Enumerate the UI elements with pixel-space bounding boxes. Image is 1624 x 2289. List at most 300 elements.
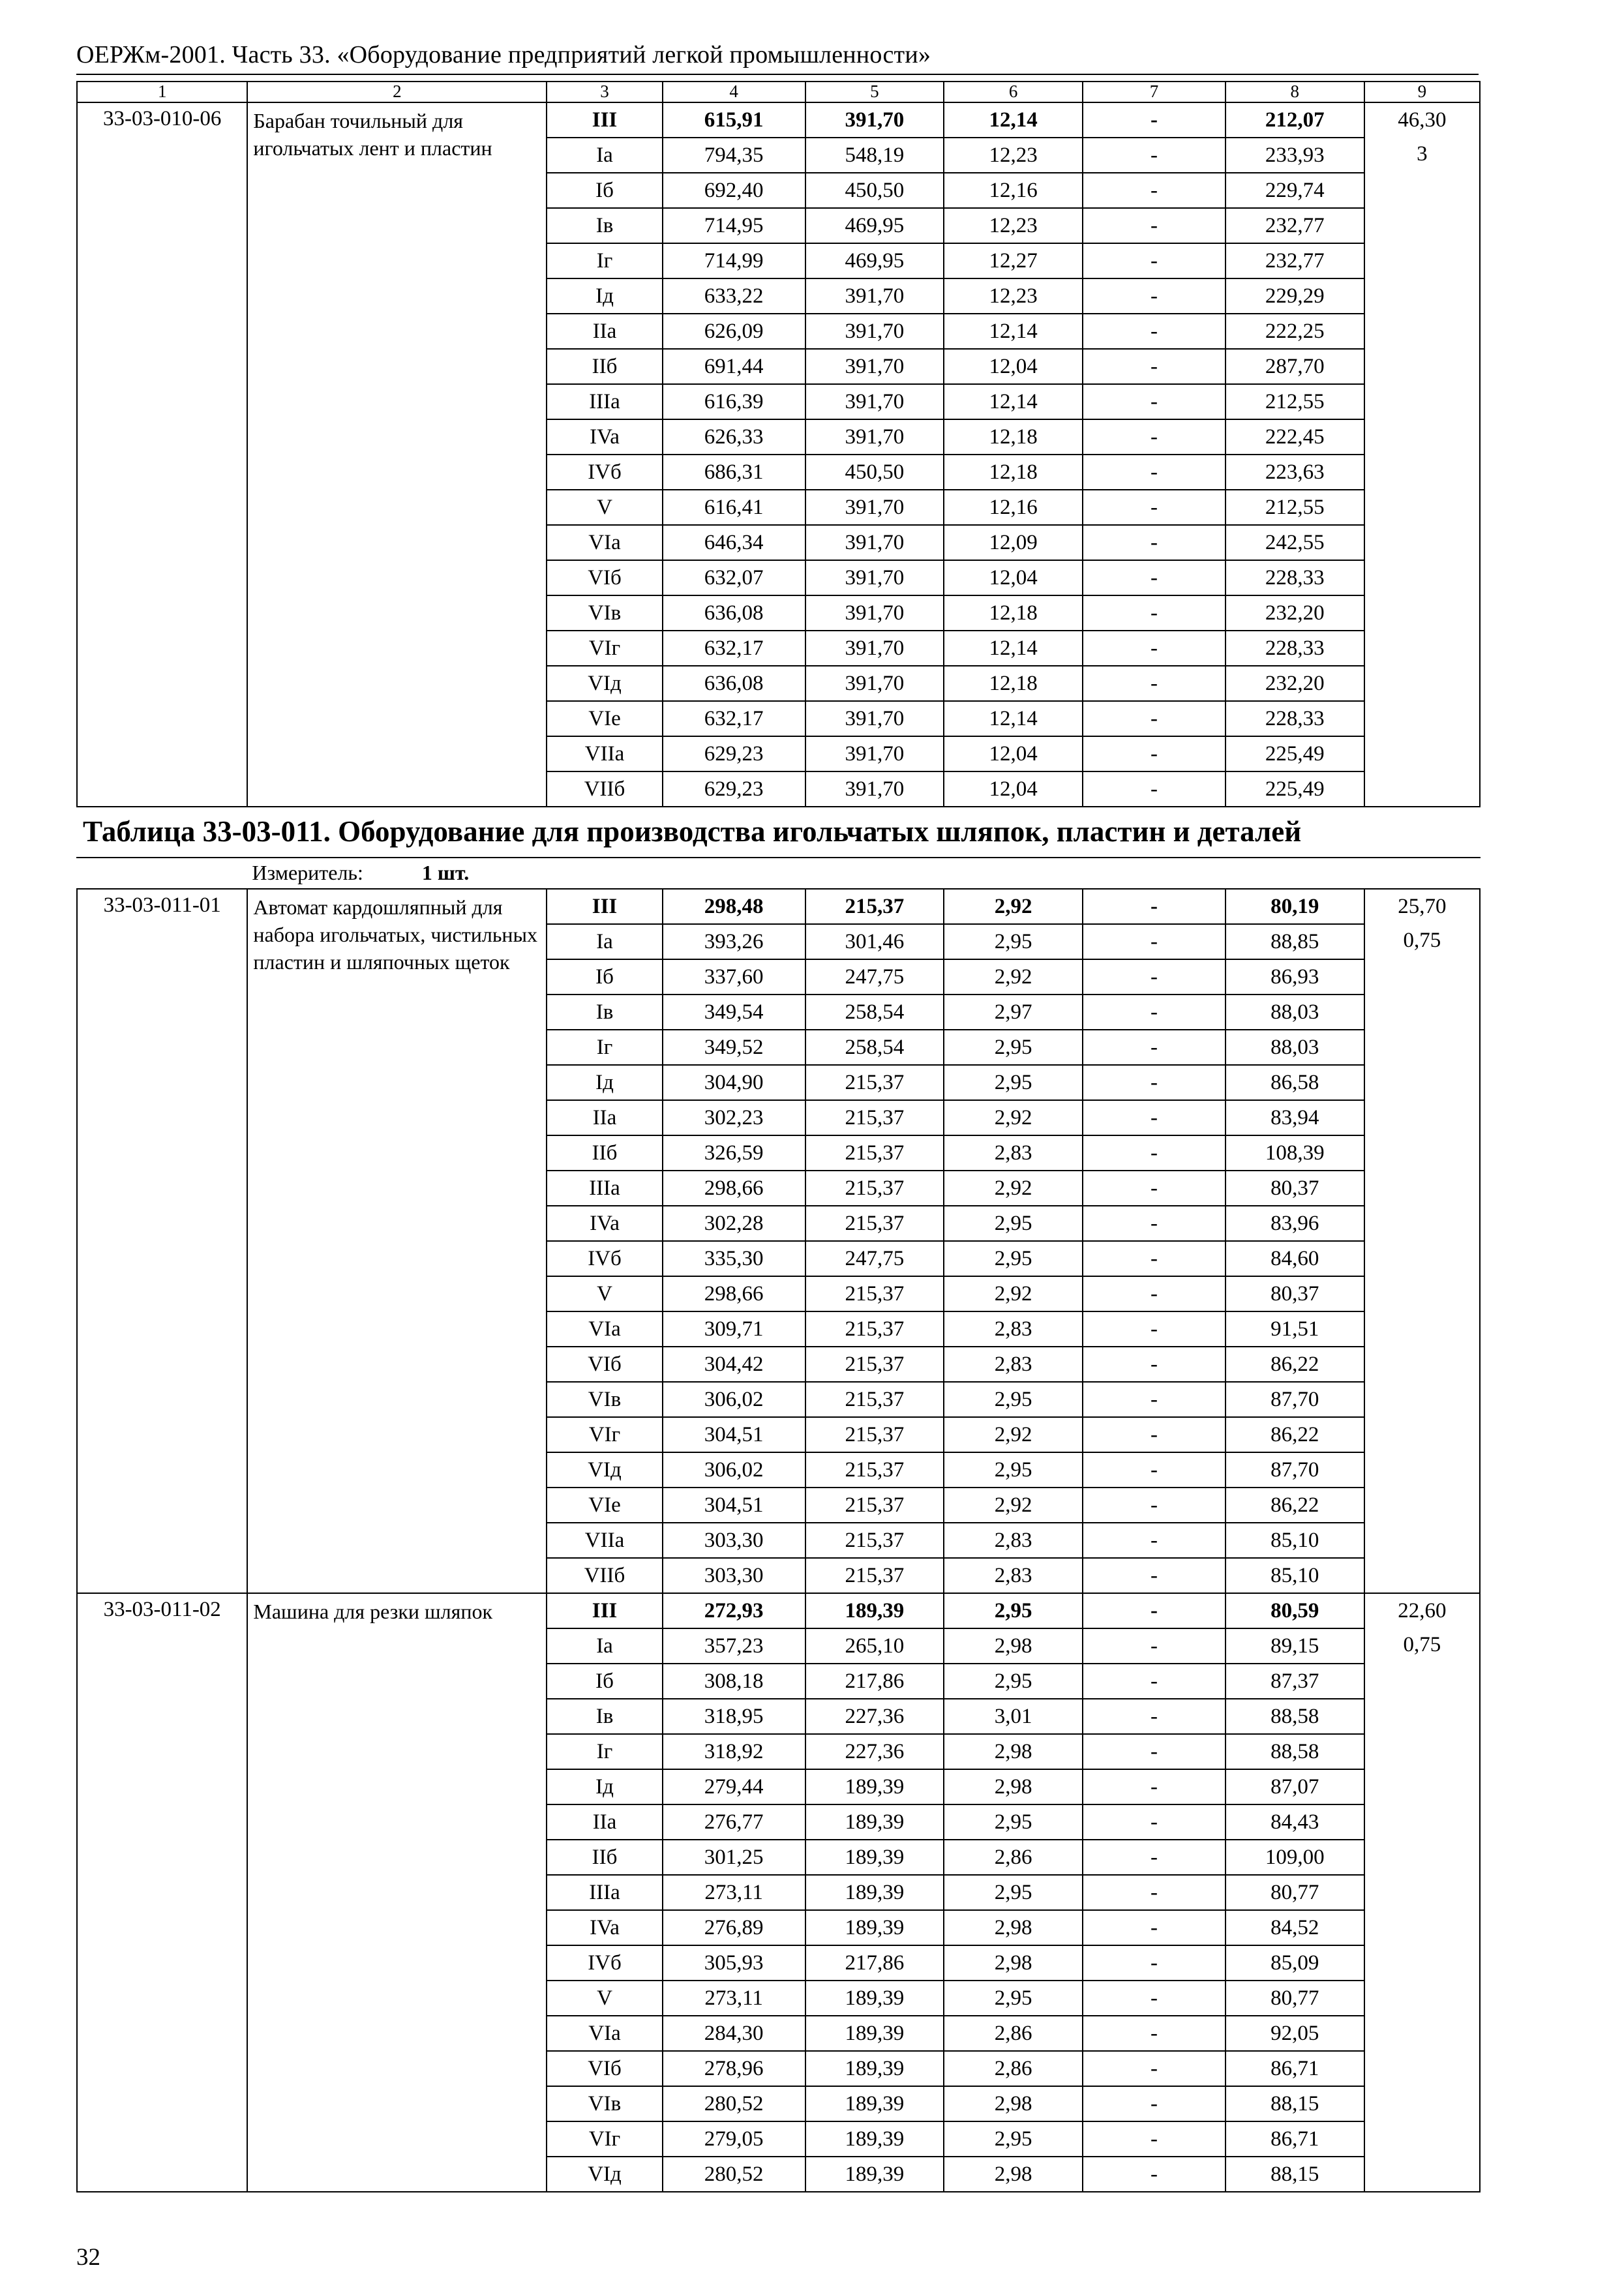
cell-col4: 273,11 [663,1981,805,2016]
item-name: Автомат кардошляпный для набора игольчатых, чистильных пластин и шляпочных щеток [247,889,547,1593]
cell-col3: VIв [547,2086,662,2121]
cell-col7: - [1083,1769,1226,1804]
cell-col3: V [547,490,662,525]
cell-col8: 228,33 [1226,631,1364,666]
cell-col8: 85,09 [1226,1945,1364,1981]
cell-col7: - [1083,2016,1226,2051]
cell-col8: 212,07 [1226,102,1364,138]
cell-col7: - [1083,138,1226,173]
cell-col4: 298,48 [663,889,805,924]
cell-col7: - [1083,1100,1226,1135]
cell-col8: 86,93 [1226,959,1364,995]
cell-col3: VIa [547,2016,662,2051]
cell-col8: 86,22 [1226,1488,1364,1523]
cell-col5: 247,75 [805,1241,944,1276]
cell-col6: 12,23 [944,138,1083,173]
cell-col5: 391,70 [805,736,944,771]
item-name: Машина для резки шляпок [247,1593,547,2192]
cell-col4: 308,18 [663,1664,805,1699]
cell-col8: 88,15 [1226,2086,1364,2121]
cell-col7: - [1083,701,1226,736]
cell-col7: - [1083,243,1226,278]
cell-col5: 391,70 [805,771,944,807]
cell-col3: VIб [547,560,662,595]
cell-col6: 2,95 [944,924,1083,959]
cell-col4: 714,95 [663,208,805,243]
cell-col3: Iг [547,1030,662,1065]
cell-col5: 469,95 [805,243,944,278]
cell-col7: - [1083,1030,1226,1065]
header-rule [76,74,1479,75]
cell-col6: 2,98 [944,2086,1083,2121]
cell-col8: 287,70 [1226,349,1364,384]
cell-col6: 12,09 [944,525,1083,560]
cell-col3: Iв [547,208,662,243]
cell-col3: VIд [547,1452,662,1488]
table-row [77,102,1480,138]
cell-col5: 391,70 [805,595,944,631]
item-name: Барабан точильный для игольчатых лент и пластин [247,102,547,807]
cell-col8: 83,96 [1226,1206,1364,1241]
cell-col7: - [1083,1206,1226,1241]
cell-col5: 391,70 [805,631,944,666]
cell-col3: IVб [547,1945,662,1981]
cell-col8: 233,93 [1226,138,1364,173]
cell-col3: Iб [547,959,662,995]
cell-col7: - [1083,1558,1226,1593]
cell-col7: - [1083,995,1226,1030]
cell-col7: - [1083,1910,1226,1945]
cell-col3: VIa [547,1311,662,1347]
cell-col7: - [1083,1382,1226,1417]
cell-col5: 247,75 [805,959,944,995]
cell-col3: Iб [547,1664,662,1699]
cell-col6: 2,83 [944,1135,1083,1171]
cell-col5: 189,39 [805,1910,944,1945]
cell-col3: V [547,1276,662,1311]
col9-value: 22,60 [1398,1599,1447,1623]
table-title-row [77,807,1480,858]
cell-col6: 2,98 [944,1628,1083,1664]
cell-col7: - [1083,349,1226,384]
cell-col8: 222,25 [1226,314,1364,349]
cell-col6: 2,95 [944,1241,1083,1276]
cell-col5: 215,37 [805,1452,944,1488]
column-number: 7 [1083,82,1226,102]
cell-col3: VIд [547,2157,662,2192]
cell-col6: 2,98 [944,1945,1083,1981]
cell-col7: - [1083,1241,1226,1276]
cell-col4: 335,30 [663,1241,805,1276]
cell-col3: IVa [547,1206,662,1241]
col9-value: 0,75 [1403,1633,1441,1656]
cell-col3: VIIб [547,1558,662,1593]
cell-col8: 229,74 [1226,173,1364,208]
cell-col5: 469,95 [805,208,944,243]
cell-col3: VIб [547,1347,662,1382]
cell-col3: IVa [547,419,662,455]
cell-col8: 86,22 [1226,1417,1364,1452]
cell-col3: Iг [547,1734,662,1769]
cell-col5: 215,37 [805,1311,944,1347]
cell-col7: - [1083,278,1226,314]
table-row [77,889,1480,924]
cell-col4: 616,41 [663,490,805,525]
cell-col4: 304,90 [663,1065,805,1100]
cell-col6: 2,92 [944,1276,1083,1311]
col9-value: 46,30 [1398,108,1447,132]
cell-col5: 215,37 [805,1488,944,1523]
cell-col3: Ia [547,924,662,959]
cell-col7: - [1083,1875,1226,1910]
cell-col5: 215,37 [805,1276,944,1311]
cell-col5: 391,70 [805,701,944,736]
cell-col8: 109,00 [1226,1840,1364,1875]
cell-col6: 2,97 [944,995,1083,1030]
cell-col5: 215,37 [805,1558,944,1593]
page-header: ОЕРЖм-2001. Часть 33. «Оборудование предприятий легкой промышленности» [76,41,931,68]
cell-col8: 88,58 [1226,1734,1364,1769]
rates-table [76,81,1481,2192]
cell-col6: 12,23 [944,278,1083,314]
cell-col8: 212,55 [1226,384,1364,419]
cell-col4: 393,26 [663,924,805,959]
col9-values [1364,889,1480,1593]
cell-col3: VIд [547,666,662,701]
cell-col6: 2,92 [944,1100,1083,1135]
cell-col8: 223,63 [1226,455,1364,490]
cell-col7: - [1083,1945,1226,1981]
cell-col4: 276,89 [663,1910,805,1945]
cell-col6: 12,14 [944,631,1083,666]
cell-col6: 12,04 [944,736,1083,771]
cell-col3: IIб [547,1135,662,1171]
cell-col3: VIб [547,2051,662,2086]
cell-col6: 2,83 [944,1347,1083,1382]
cell-col4: 280,52 [663,2157,805,2192]
cell-col7: - [1083,1699,1226,1734]
cell-col8: 83,94 [1226,1100,1364,1135]
cell-col3: Iв [547,995,662,1030]
cell-col4: 304,42 [663,1347,805,1382]
cell-col5: 391,70 [805,525,944,560]
cell-col6: 12,18 [944,455,1083,490]
cell-col6: 2,95 [944,1452,1083,1488]
cell-col7: - [1083,1171,1226,1206]
cell-col6: 2,86 [944,1840,1083,1875]
cell-col6: 12,04 [944,560,1083,595]
measure-value: 1 шт. [421,860,470,884]
cell-col6: 2,95 [944,1065,1083,1100]
cell-col4: 305,93 [663,1945,805,1981]
cell-col5: 391,70 [805,419,944,455]
cell-col4: 692,40 [663,173,805,208]
cell-col7: - [1083,2121,1226,2157]
cell-col6: 12,18 [944,419,1083,455]
cell-col4: 357,23 [663,1628,805,1664]
cell-col7: - [1083,1452,1226,1488]
cell-col8: 212,55 [1226,490,1364,525]
cell-col7: - [1083,889,1226,924]
cell-col3: VIг [547,1417,662,1452]
item-code: 33-03-011-01 [77,889,247,1593]
cell-col3: III [547,1593,662,1628]
cell-col4: 306,02 [663,1452,805,1488]
cell-col3: Iб [547,173,662,208]
cell-col3: Ia [547,138,662,173]
cell-col3: Iв [547,1699,662,1734]
cell-col5: 391,70 [805,666,944,701]
cell-col3: VIa [547,525,662,560]
cell-col4: 326,59 [663,1135,805,1171]
cell-col8: 87,07 [1226,1769,1364,1804]
cell-col7: - [1083,736,1226,771]
cell-col5: 217,86 [805,1664,944,1699]
cell-col7: - [1083,1311,1226,1347]
cell-col5: 548,19 [805,138,944,173]
cell-col8: 80,19 [1226,889,1364,924]
column-number: 1 [77,82,247,102]
cell-col4: 626,09 [663,314,805,349]
cell-col4: 714,99 [663,243,805,278]
column-number: 3 [547,82,662,102]
cell-col3: Iд [547,1065,662,1100]
cell-col4: 646,34 [663,525,805,560]
cell-col5: 189,39 [805,1804,944,1840]
cell-col8: 88,15 [1226,2157,1364,2192]
cell-col4: 298,66 [663,1171,805,1206]
cell-col3: III [547,102,662,138]
measure-row [77,858,1480,889]
column-number: 4 [663,82,805,102]
measure-spacer [77,858,247,889]
cell-col4: 280,52 [663,2086,805,2121]
cell-col5: 189,39 [805,1875,944,1910]
column-number: 8 [1226,82,1364,102]
cell-col4: 691,44 [663,349,805,384]
cell-col7: - [1083,771,1226,807]
cell-col3: IVб [547,455,662,490]
cell-col4: 633,22 [663,278,805,314]
col9-value: 0,75 [1403,929,1441,952]
cell-col4: 337,60 [663,959,805,995]
cell-col7: - [1083,1523,1226,1558]
cell-col6: 2,95 [944,1206,1083,1241]
cell-col4: 284,30 [663,2016,805,2051]
cell-col7: - [1083,525,1226,560]
cell-col6: 2,95 [944,1981,1083,2016]
cell-col4: 349,52 [663,1030,805,1065]
cell-col5: 189,39 [805,2157,944,2192]
cell-col5: 391,70 [805,278,944,314]
cell-col8: 88,03 [1226,995,1364,1030]
cell-col8: 84,52 [1226,1910,1364,1945]
cell-col6: 2,86 [944,2051,1083,2086]
cell-col3: IVб [547,1241,662,1276]
cell-col7: - [1083,1804,1226,1840]
cell-col5: 215,37 [805,1100,944,1135]
column-number: 9 [1364,82,1480,102]
column-number: 6 [944,82,1083,102]
cell-col6: 2,95 [944,1593,1083,1628]
cell-col6: 12,14 [944,314,1083,349]
cell-col6: 2,92 [944,1488,1083,1523]
cell-col6: 12,18 [944,595,1083,631]
cell-col5: 258,54 [805,1030,944,1065]
cell-col8: 87,70 [1226,1382,1364,1417]
cell-col8: 84,43 [1226,1804,1364,1840]
cell-col8: 228,33 [1226,701,1364,736]
cell-col4: 298,66 [663,1276,805,1311]
cell-col6: 2,95 [944,2121,1083,2157]
cell-col8: 92,05 [1226,2016,1364,2051]
cell-col6: 2,92 [944,959,1083,995]
cell-col6: 2,98 [944,1734,1083,1769]
cell-col3: IIб [547,349,662,384]
cell-col6: 12,14 [944,102,1083,138]
cell-col7: - [1083,1135,1226,1171]
cell-col4: 303,30 [663,1558,805,1593]
cell-col4: 318,92 [663,1734,805,1769]
cell-col7: - [1083,666,1226,701]
cell-col4: 632,07 [663,560,805,595]
cell-col4: 632,17 [663,701,805,736]
cell-col5: 301,46 [805,924,944,959]
cell-col5: 215,37 [805,1347,944,1382]
cell-col3: VIв [547,595,662,631]
cell-col3: IIIa [547,1875,662,1910]
table-title: Таблица 33-03-011. Оборудование для производства игольчатых шляпок, пластин и деталей [77,807,1480,858]
cell-col3: III [547,889,662,924]
cell-col3: VIг [547,2121,662,2157]
cell-col6: 12,14 [944,701,1083,736]
cell-col7: - [1083,2051,1226,2086]
cell-col6: 2,95 [944,1030,1083,1065]
cell-col7: - [1083,1488,1226,1523]
cell-col5: 215,37 [805,1135,944,1171]
page-number: 32 [76,2244,100,2271]
measure-label: Измеритель: [252,860,363,884]
cell-col6: 12,16 [944,173,1083,208]
cell-col8: 225,49 [1226,736,1364,771]
cell-col8: 80,77 [1226,1875,1364,1910]
cell-col4: 686,31 [663,455,805,490]
cell-col6: 2,86 [944,2016,1083,2051]
cell-col4: 273,11 [663,1875,805,1910]
cell-col6: 12,14 [944,384,1083,419]
cell-col6: 12,18 [944,666,1083,701]
cell-col8: 232,20 [1226,666,1364,701]
cell-col7: - [1083,1065,1226,1100]
cell-col7: - [1083,490,1226,525]
cell-col5: 217,86 [805,1945,944,1981]
cell-col4: 304,51 [663,1488,805,1523]
cell-col8: 242,55 [1226,525,1364,560]
cell-col8: 80,59 [1226,1593,1364,1628]
cell-col8: 88,03 [1226,1030,1364,1065]
cell-col4: 636,08 [663,666,805,701]
cell-col7: - [1083,102,1226,138]
cell-col5: 391,70 [805,349,944,384]
cell-col8: 85,10 [1226,1523,1364,1558]
cell-col8: 87,37 [1226,1664,1364,1699]
col9-values [1364,102,1480,807]
cell-col3: VIe [547,701,662,736]
cell-col3: IVa [547,1910,662,1945]
cell-col4: 301,25 [663,1840,805,1875]
cell-col5: 189,39 [805,2016,944,2051]
cell-col7: - [1083,560,1226,595]
cell-col5: 189,39 [805,2051,944,2086]
cell-col7: - [1083,1276,1226,1311]
cell-col7: - [1083,959,1226,995]
cell-col8: 88,58 [1226,1699,1364,1734]
cell-col8: 228,33 [1226,560,1364,595]
cell-col4: 272,93 [663,1593,805,1628]
column-number: 5 [805,82,944,102]
cell-col5: 227,36 [805,1734,944,1769]
cell-col8: 86,71 [1226,2051,1364,2086]
column-header-row [77,82,1480,102]
cell-col6: 12,04 [944,771,1083,807]
table-body [77,82,1480,2192]
measure-cell [247,858,1480,889]
cell-col5: 391,70 [805,490,944,525]
cell-col4: 636,08 [663,595,805,631]
cell-col5: 227,36 [805,1699,944,1734]
cell-col4: 276,77 [663,1804,805,1840]
cell-col5: 391,70 [805,314,944,349]
cell-col5: 258,54 [805,995,944,1030]
cell-col7: - [1083,1628,1226,1664]
cell-col4: 794,35 [663,138,805,173]
cell-col4: 309,71 [663,1311,805,1347]
cell-col7: - [1083,173,1226,208]
cell-col3: VIe [547,1488,662,1523]
cell-col6: 2,83 [944,1523,1083,1558]
cell-col8: 86,58 [1226,1065,1364,1100]
cell-col6: 12,04 [944,349,1083,384]
cell-col3: IIa [547,1100,662,1135]
cell-col5: 215,37 [805,1523,944,1558]
cell-col7: - [1083,1593,1226,1628]
cell-col7: - [1083,1734,1226,1769]
cell-col4: 629,23 [663,771,805,807]
table-row [77,1593,1480,1628]
cell-col8: 225,49 [1226,771,1364,807]
cell-col5: 215,37 [805,889,944,924]
cell-col8: 80,77 [1226,1981,1364,2016]
cell-col8: 80,37 [1226,1276,1364,1311]
cell-col5: 450,50 [805,173,944,208]
cell-col4: 629,23 [663,736,805,771]
col9-values [1364,1593,1480,2192]
cell-col8: 87,70 [1226,1452,1364,1488]
cell-col7: - [1083,2086,1226,2121]
column-number: 2 [247,82,547,102]
cell-col4: 626,33 [663,419,805,455]
cell-col5: 215,37 [805,1417,944,1452]
cell-col7: - [1083,1981,1226,2016]
cell-col8: 85,10 [1226,1558,1364,1593]
cell-col3: IIIa [547,384,662,419]
cell-col5: 215,37 [805,1382,944,1417]
cell-col6: 2,95 [944,1804,1083,1840]
cell-col3: IIIa [547,1171,662,1206]
cell-col4: 278,96 [663,2051,805,2086]
cell-col6: 2,98 [944,2157,1083,2192]
cell-col3: IIa [547,314,662,349]
